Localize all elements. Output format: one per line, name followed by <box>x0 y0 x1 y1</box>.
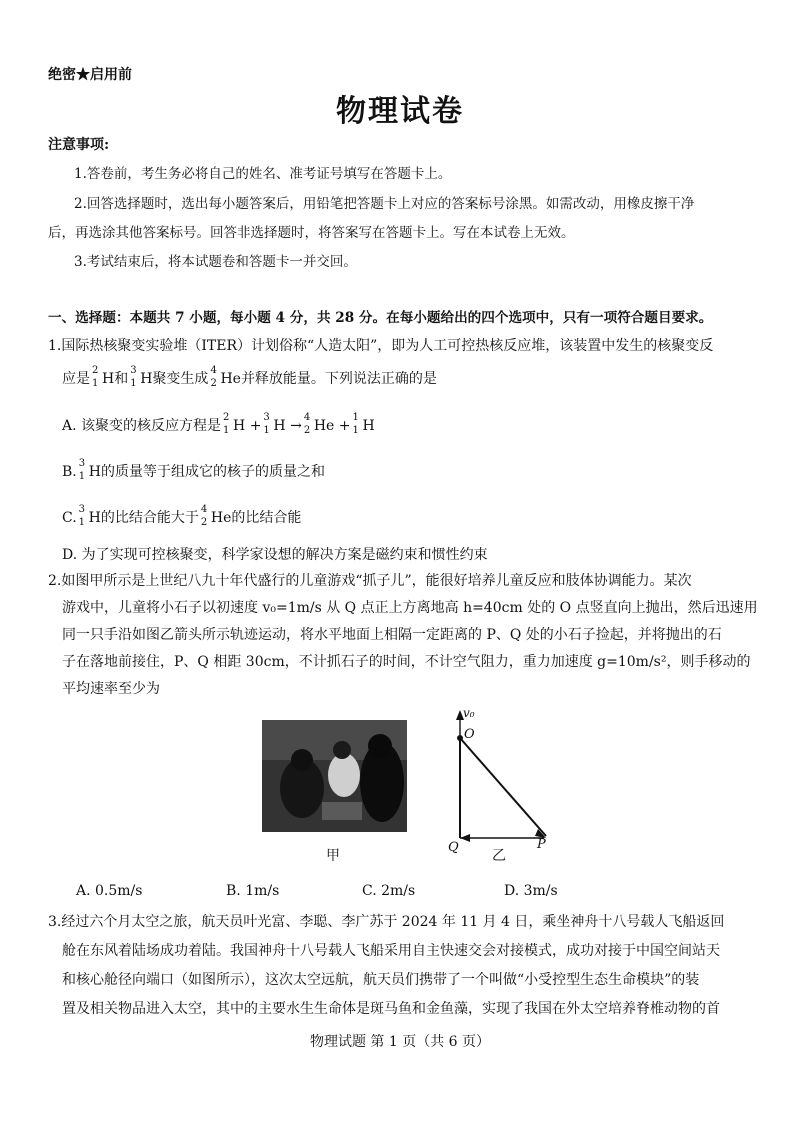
q2-line-4: 子在落地前接住，P、Q 相距 30cm，不计抓石子的时间，不计空气阻力，重力加速度 g=10m/s²，则手移动的 <box>62 654 751 670</box>
q3-line-3: 和核心舱径向端口（如图所示），这次太空远航，航天员们携带了一个叫做“小受控型生态生命模块”的装 <box>62 972 700 988</box>
q1-option-d: D. 为了实现可控核聚变，科学家设想的解决方案是磁约束和惯性约束 <box>62 547 488 563</box>
q2-option-c: C. 2m/s <box>362 883 416 899</box>
label-q: Q <box>448 840 459 855</box>
q3-line-4: 置及相关物品进入太空，其中的主要水生生命体是斑马鱼和金鱼藻，实现了我国在外太空培养脊椎动物的首 <box>62 1001 720 1017</box>
trajectory-diagram <box>440 700 565 860</box>
q2-option-b: B. 1m/s <box>226 883 280 899</box>
q1-line-1: 1.国际热核聚变实验堆（ITER）计划俗称“人造太阳”，即为人工可控热核反应堆，该装置中发生的核聚变反 <box>48 338 714 354</box>
figure-jia-label: 甲 <box>326 848 340 864</box>
q1-line-2-b: 和 <box>114 371 129 387</box>
q2-option-d: D. 3m/s <box>504 883 558 899</box>
label-p: P <box>537 837 546 852</box>
q3-line-2: 舱在东风着陆场成功着陆。我国神舟十八号载人飞船采用自主快速交会对接模式，成功对接于中国空间站天 <box>62 943 720 959</box>
q2-line-5: 平均速率至少为 <box>62 681 160 697</box>
q3-line-1: 3.经过六个月太空之旅，航天员叶光富、李聪、李广苏于 2024 年 11 月 4 日，乘坐神舟十八号载人飞船返回 <box>48 914 725 930</box>
children-game-photo <box>262 720 407 832</box>
q1-line-2-d: 并释放能量。下列说法正确的是 <box>240 371 437 387</box>
notice-item-2-line-2: 后，再选涂其他答案标号。回答非选择题时，将答案写在答题卡上。写在本试卷上无效。 <box>48 225 575 241</box>
figure-yi-label: 乙 <box>492 848 506 864</box>
secret-mark: 绝密★启用前 <box>48 67 132 83</box>
section-heading: 一、选择题：本题共 7 小题，每小题 4 分，共 28 分。在每小题给出的四个选项中，只有一项符合题目要求。 <box>48 310 713 326</box>
label-o: O <box>464 727 475 742</box>
notice-heading: 注意事项: <box>48 137 110 153</box>
page-title: 物理试卷 <box>336 94 464 129</box>
q1-option-b: B. 3 1 H的质量等于组成它的核子的质量之和 <box>62 458 325 482</box>
q1-option-c: C. 3 1 H的比结合能大于 4 2 He的比结合能 <box>62 504 302 528</box>
q1-line-2-c: 聚变生成 <box>152 371 209 387</box>
q2-line-1: 2.如图甲所示是上世纪八九十年代盛行的儿童游戏“抓子儿”，能很好培养儿童反应和肢体协调能力。某次 <box>48 573 692 589</box>
q2-line-3: 同一只手沿如图乙箭头所示轨迹运动，将水平地面上相隔一定距离的 P、Q 处的小石子捡起，并将抛出的石 <box>62 627 722 643</box>
q2-option-a: A. 0.5m/s <box>76 883 143 899</box>
page-footer: 物理试题 第 1 页（共 6 页） <box>309 1034 491 1050</box>
q1-line-2: 应是 2 1 H和 3 1 H聚变生成 4 2 He并释放能量。下列说法正确的是 <box>62 365 437 389</box>
isotope-h2: 2 1 <box>92 365 99 389</box>
isotope-he4: 4 2 <box>210 365 217 389</box>
notice-item-2-line-1: 2.回答选择题时，选出每小题答案后，用铅笔把答题卡上对应的答案标号涂黑。如需改动，用橡皮擦干净 <box>74 196 695 212</box>
q1-option-a: A. 该聚变的核反应方程是 2 1 H + 3 1 H → 4 2 He + 1 1 H <box>62 412 375 436</box>
isotope-h3: 3 1 <box>130 365 137 389</box>
notice-item-1: 1.答卷前，考生务必将自己的姓名、准考证号填写在答题卡上。 <box>74 166 452 182</box>
label-v0: v₀ <box>463 706 475 720</box>
q2-line-2: 游戏中，儿童将小石子以初速度 v₀=1m/s 从 Q 点正上方离地高 h=40cm 处的 O 点竖直向上抛出，然后迅速用 <box>62 600 758 616</box>
q1-line-2-a: 应是 <box>62 371 90 387</box>
notice-item-3: 3.考试结束后，将本试题卷和答题卡一并交回。 <box>74 254 357 270</box>
